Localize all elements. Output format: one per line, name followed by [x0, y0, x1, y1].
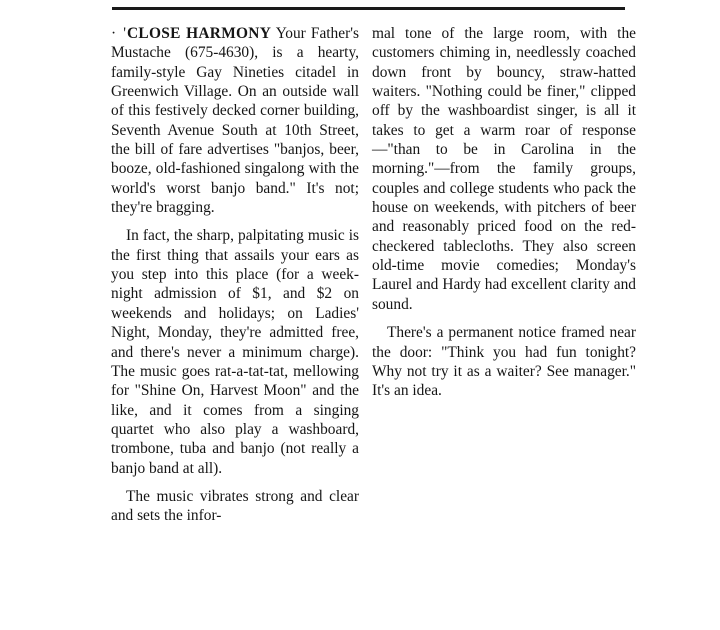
paragraph: mal tone of the large room, with the customers chiming in, needlessly coached down front by bouncy, straw-hatted waiters. "Nothing could be finer," clipped off by the washboardist singer, is all it takes to get a warm roar of response—"than to be in Carolina in the morning."—from the family groups, couples and college students who pack the house on weekends, with pitchers of beer and reasonably priced food on the red-checkered tablecloths. They also screen old-time movie comedies; Monday's Laurel and Hardy had excellent clarity and sound.	[372, 25, 636, 313]
paragraph: In fact, the sharp, palpitating music is the first thing that assails your ears as you step into this place (for a week-night admission of $1, and $2 on weekends and holidays; on Ladies' Night, Monday, they're admitted free, and there's never a minimum charge). The music goes rat-a-tat-tat, mellowing for "Shine On, Harvest Moon" and the like, and it comes from a singing quartet who also play a washboard, trombone, tuba and banjo (not really a banjo band at all).	[111, 227, 359, 477]
paragraph-text: Your Father's Mustache (675-4630), is a hearty, family-style Gay Nineties citadel in Greenwich Village. On an outside wall of this festively decked corner building, Seventh Avenue South at 10th Street, the bill of fare advertises "banjos, beer, booze, old-fashioned singalong with the world's worst banjo band." It's not; they're bragging.	[111, 25, 359, 217]
article-column-left	[111, 24, 359, 535]
paragraph: The music vibrates strong and clear and sets the infor-	[111, 487, 359, 525]
lead-mark: · '	[111, 25, 128, 42]
paragraph	[111, 24, 359, 217]
section-heading: CLOSE HARMONY	[127, 25, 272, 42]
paragraph: There's a permanent notice framed near the door: "Think you had fun tonight? Why not try it as a waiter? See manager." It's an idea.	[372, 324, 636, 400]
article-column-right	[372, 24, 636, 410]
top-rule	[112, 7, 625, 10]
